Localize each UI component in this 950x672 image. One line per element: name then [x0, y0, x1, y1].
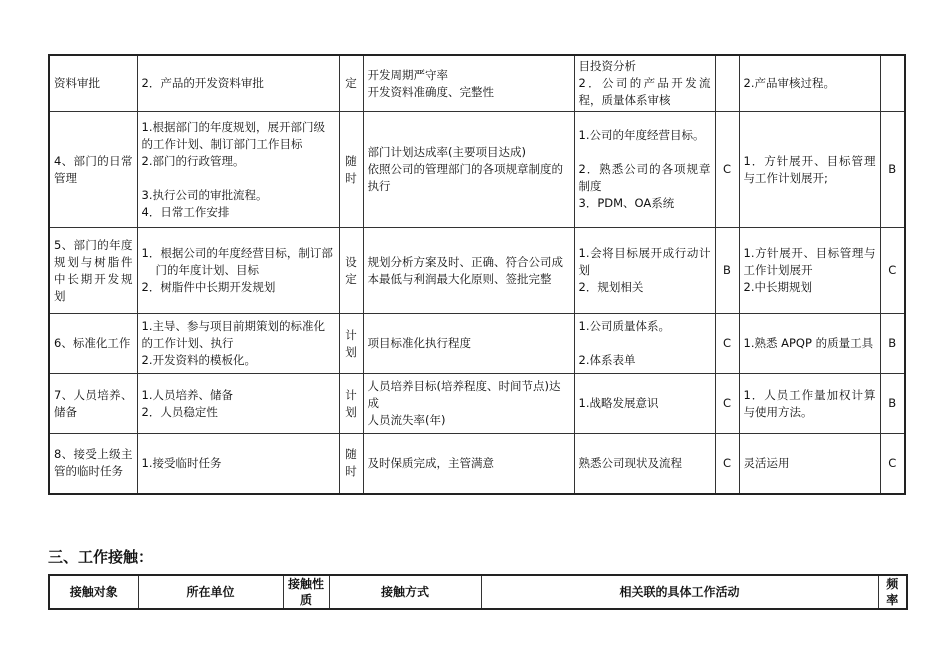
cell-line: 2.开发资料的模板化。	[141, 353, 256, 367]
cell-line: 1.人员培养、储备	[141, 387, 233, 402]
cell-line: 2.产品审核过程。	[743, 76, 835, 90]
cell-line: 2．人员稳定性	[141, 404, 218, 419]
header-frequency: 频率	[878, 575, 907, 609]
knowledge-level-cell: C	[715, 374, 739, 434]
knowledge-cell	[574, 228, 715, 314]
cell-line: 1.接受临时任务	[141, 455, 222, 470]
content-cell	[137, 55, 339, 112]
skill-cell	[739, 434, 880, 494]
cell-line: 人员培养目标(培养程度、时间节点)达成	[367, 379, 561, 410]
knowledge-cell	[574, 55, 715, 112]
skill-cell	[739, 112, 880, 228]
frequency-cell: 计划	[339, 314, 363, 374]
task-cell: 5、部门的年度规划与树脂件中长期开发规划	[49, 228, 137, 314]
content-cell	[137, 314, 339, 374]
cell-line: 2.体系表单	[578, 353, 636, 367]
header-target: 接触对象	[49, 575, 138, 609]
skill-level-cell: B	[880, 314, 905, 374]
cell-line: 1.熟悉 APQP 的质量工具	[743, 336, 874, 350]
cell-line	[579, 144, 711, 161]
knowledge-cell	[574, 434, 715, 494]
skill-level-cell	[880, 55, 905, 112]
header-method: 接触方式	[329, 575, 481, 609]
cell-line: 2．产品的开发资料审批	[141, 76, 264, 90]
cell-line: 1.会将目标展开成行动计划	[578, 246, 711, 277]
kpi-cell	[363, 112, 574, 228]
responsibility-row	[49, 112, 905, 228]
cell-line: 人员流失率(年)	[367, 413, 446, 427]
cell-line: 规划分析方案及时、正确、符合公司成本最低与利润最大化原则、签批完整	[367, 254, 563, 286]
skill-level-cell: C	[880, 434, 905, 494]
kpi-cell	[363, 55, 574, 112]
frequency-cell: 设定	[339, 228, 363, 314]
cell-line	[579, 335, 711, 352]
cell-line	[142, 170, 335, 187]
responsibility-row	[49, 374, 905, 434]
knowledge-level-cell: C	[715, 314, 739, 374]
task-cell: 8、接受上级主管的临时任务	[49, 434, 137, 494]
skill-level-cell: B	[880, 112, 905, 228]
cell-line: 2．规划相关	[578, 280, 644, 294]
task-cell: 资料审批	[49, 55, 137, 112]
responsibility-row	[49, 228, 905, 314]
knowledge-level-cell: C	[715, 434, 739, 494]
task-cell: 6、标准化工作	[49, 314, 137, 374]
cell-line: 1．人员工作量加权计算与使用方法。	[743, 387, 876, 419]
cell-line: 项目标准化执行程度	[367, 336, 471, 350]
contact-table	[48, 574, 908, 610]
skill-level-cell: B	[880, 374, 905, 434]
cell-line: 1.公司质量体系。	[578, 319, 670, 333]
knowledge-level-cell: B	[715, 228, 739, 314]
cell-line: 及时保质完成，主管满意	[367, 455, 494, 470]
frequency-cell: 随时	[339, 434, 363, 494]
responsibility-row	[49, 55, 905, 112]
task-cell: 7、人员培养、储备	[49, 374, 137, 434]
cell-line: 2．公司的产品开发流程，质量体系审核	[578, 76, 711, 107]
header-unit: 所在单位	[138, 575, 283, 609]
cell-line: 3.执行公司的审批流程。	[141, 187, 268, 202]
responsibility-table	[48, 54, 906, 495]
cell-line: 2.中长期规划	[743, 280, 812, 294]
cell-line: 开发周期严守率	[367, 67, 448, 82]
skill-level-cell: C	[880, 228, 905, 314]
cell-line: 1.根据部门的年度规划，展开部门级的工作计划、制订部门工作目标	[141, 119, 325, 151]
frequency-cell: 定	[339, 55, 363, 112]
skill-cell	[739, 314, 880, 374]
task-cell: 4、部门的日常管理	[49, 112, 137, 228]
cell-line: 1.战略发展意识	[578, 396, 659, 410]
cell-line: 目投资分析	[578, 59, 636, 73]
cell-line: 熟悉公司现状及流程	[578, 455, 682, 470]
skill-cell	[739, 228, 880, 314]
kpi-cell	[363, 314, 574, 374]
cell-line: 4．日常工作安排	[141, 204, 230, 219]
cell-line: 1．根据公司的年度经营目标，制订部门的年度计划、目标	[141, 246, 333, 277]
cell-line: 1.公司的年度经营目标。	[578, 128, 705, 142]
cell-line: 2．熟悉公司的各项规章制度	[578, 162, 711, 193]
cell-line: 1．方针展开、目标管理与工作计划展开;	[743, 153, 876, 185]
cell-line: 2．树脂件中长期开发规划	[141, 280, 276, 294]
header-nature: 接触性质	[283, 575, 329, 609]
cell-line: 开发资料准确度、完整性	[367, 84, 494, 99]
skill-cell	[739, 374, 880, 434]
content-cell	[137, 228, 339, 314]
responsibility-row	[49, 314, 905, 374]
cell-line: 1.方针展开、目标管理与工作计划展开	[743, 246, 876, 277]
cell-line: 1.主导、参与项目前期策划的标准化的工作计划、执行	[141, 319, 325, 350]
knowledge-cell	[574, 374, 715, 434]
kpi-cell	[363, 228, 574, 314]
knowledge-level-cell	[715, 55, 739, 112]
contact-header-row	[49, 575, 907, 609]
skill-cell	[739, 55, 880, 112]
content-cell	[137, 374, 339, 434]
cell-line: 依照公司的管理部门的各项规章制度的执行	[367, 162, 563, 193]
knowledge-cell	[574, 314, 715, 374]
kpi-cell	[363, 434, 574, 494]
cell-line: 2.部门的行政管理。	[141, 153, 245, 168]
knowledge-level-cell: C	[715, 112, 739, 228]
content-cell	[137, 112, 339, 228]
knowledge-cell	[574, 112, 715, 228]
cell-line: 3．PDM、OA系统	[578, 196, 675, 210]
section-title: 三、工作接触：	[48, 548, 154, 566]
cell-line: 部门计划达成率(主要项目达成)	[367, 145, 526, 159]
cell-line: 灵活运用	[743, 455, 790, 470]
header-activity: 相关联的具体工作活动	[481, 575, 878, 609]
responsibility-row	[49, 434, 905, 494]
frequency-cell: 计划	[339, 374, 363, 434]
content-cell	[137, 434, 339, 494]
kpi-cell	[363, 374, 574, 434]
frequency-cell: 随时	[339, 112, 363, 228]
